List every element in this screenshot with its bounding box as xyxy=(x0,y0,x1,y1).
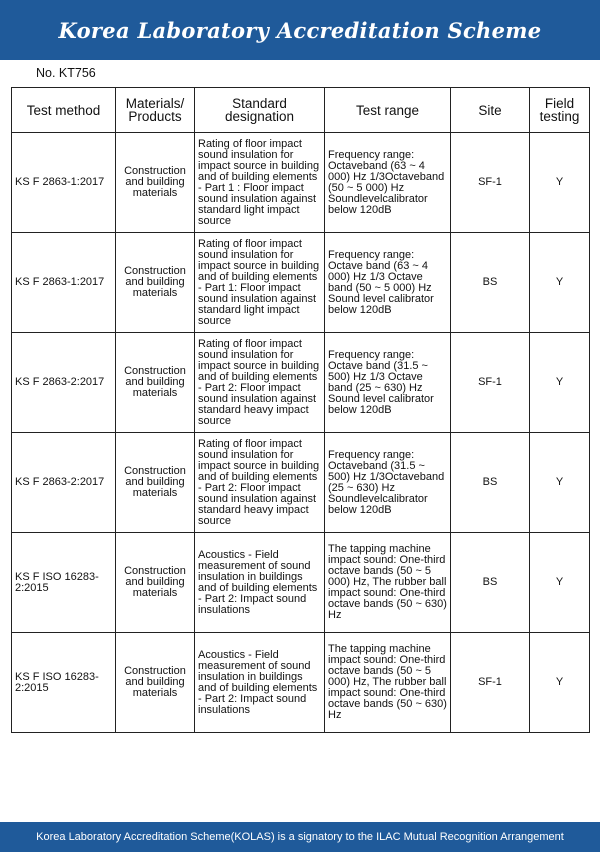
test-range-cell: Frequency range: Octaveband (63 ~ 4 000) Hz 1/3Octaveband (50 ~ 5 000) Hz Soundlevelcalibrator below 120dB xyxy=(325,133,451,233)
test-range-cell: Frequency range: Octave band (63 ~ 4 000) Hz 1/3 Octave band (50 ~ 5 000) Hz Sound level calibrator below 120dB xyxy=(325,233,451,333)
site-cell: BS xyxy=(451,433,530,533)
column-header-test-method: Test method xyxy=(12,88,116,133)
table-row xyxy=(12,233,590,333)
test-range-cell: Frequency range: Octaveband (31.5 ~ 500) Hz 1/3Octaveband (25 ~ 630) Hz Soundlevelcalibrator below 120dB xyxy=(325,433,451,533)
column-header-standard: Standard designation xyxy=(195,88,325,133)
test-range-cell: The tapping machine impact sound: One-third octave bands (50 ~ 5 000) Hz, The rubber ball impact sound: One-third octave bands (50 ~ 630) Hz xyxy=(325,533,451,633)
table-row xyxy=(12,633,590,733)
field-testing-cell: Y xyxy=(530,233,590,333)
standard-designation-cell: Rating of floor impact sound insulation for impact source in building and of building elements - Part 2: Floor impact sound insulation against standard heavy impact source xyxy=(195,433,325,533)
table-header-row xyxy=(12,88,590,133)
site-cell: SF-1 xyxy=(451,133,530,233)
materials-cell: Construction and building materials xyxy=(116,633,195,733)
column-header-field-testing: Field testing xyxy=(530,88,590,133)
test-method-cell: KS F 2863-1:2017 xyxy=(12,133,116,233)
materials-cell: Construction and building materials xyxy=(116,333,195,433)
field-testing-cell: Y xyxy=(530,433,590,533)
field-testing-cell: Y xyxy=(530,133,590,233)
table-row xyxy=(12,333,590,433)
materials-cell: Construction and building materials xyxy=(116,433,195,533)
field-testing-cell: Y xyxy=(530,533,590,633)
footer-banner xyxy=(0,822,600,852)
test-method-cell: KS F 2863-2:2017 xyxy=(12,433,116,533)
footer-text: Korea Laboratory Accreditation Scheme(KOLAS) is a signatory to the ILAC Mutual Recognition Arrangement xyxy=(36,831,564,843)
site-cell: SF-1 xyxy=(451,333,530,433)
column-header-materials: Materials/ Products xyxy=(116,88,195,133)
table-row xyxy=(12,133,590,233)
materials-cell: Construction and building materials xyxy=(116,233,195,333)
accreditation-table xyxy=(11,87,590,733)
field-testing-cell: Y xyxy=(530,333,590,433)
header-title: Korea Laboratory Accreditation Scheme xyxy=(58,17,542,43)
test-method-cell: KS F ISO 16283-2:2015 xyxy=(12,633,116,733)
site-cell: BS xyxy=(451,533,530,633)
standard-designation-cell: Acoustics - Field measurement of sound insulation in buildings and of building elements - Part 2: Impact sound insulations xyxy=(195,533,325,633)
standard-designation-cell: Acoustics - Field measurement of sound insulation in buildings and of building elements - Part 2: Impact sound insulations xyxy=(195,633,325,733)
header-banner xyxy=(0,0,600,60)
test-method-cell: KS F ISO 16283-2:2015 xyxy=(12,533,116,633)
standard-designation-cell: Rating of floor impact sound insulation for impact source in building and of building elements - Part 1 : Floor impact sound insulation against standard light impact source xyxy=(195,133,325,233)
test-method-cell: KS F 2863-2:2017 xyxy=(12,333,116,433)
test-method-cell: KS F 2863-1:2017 xyxy=(12,233,116,333)
materials-cell: Construction and building materials xyxy=(116,533,195,633)
column-header-site: Site xyxy=(451,88,530,133)
document-number: No. KT756 xyxy=(36,66,96,80)
test-range-cell: The tapping machine impact sound: One-third octave bands (50 ~ 5 000) Hz, The rubber ball impact sound: One-third octave bands (50 ~ 630) Hz xyxy=(325,633,451,733)
site-cell: SF-1 xyxy=(451,633,530,733)
materials-cell: Construction and building materials xyxy=(116,133,195,233)
site-cell: BS xyxy=(451,233,530,333)
standard-designation-cell: Rating of floor impact sound insulation for impact source in building and of building elements - Part 1: Floor impact sound insulation against standard light impact source xyxy=(195,233,325,333)
table-row xyxy=(12,433,590,533)
standard-designation-cell: Rating of floor impact sound insulation for impact source in building and of building elements - Part 2: Floor impact sound insulation against standard heavy impact source xyxy=(195,333,325,433)
table-row xyxy=(12,533,590,633)
field-testing-cell: Y xyxy=(530,633,590,733)
column-header-test-range: Test range xyxy=(325,88,451,133)
test-range-cell: Frequency range: Octave band (31.5 ~ 500) Hz 1/3 Octave band (25 ~ 630) Hz Sound level calibrator below 120dB xyxy=(325,333,451,433)
